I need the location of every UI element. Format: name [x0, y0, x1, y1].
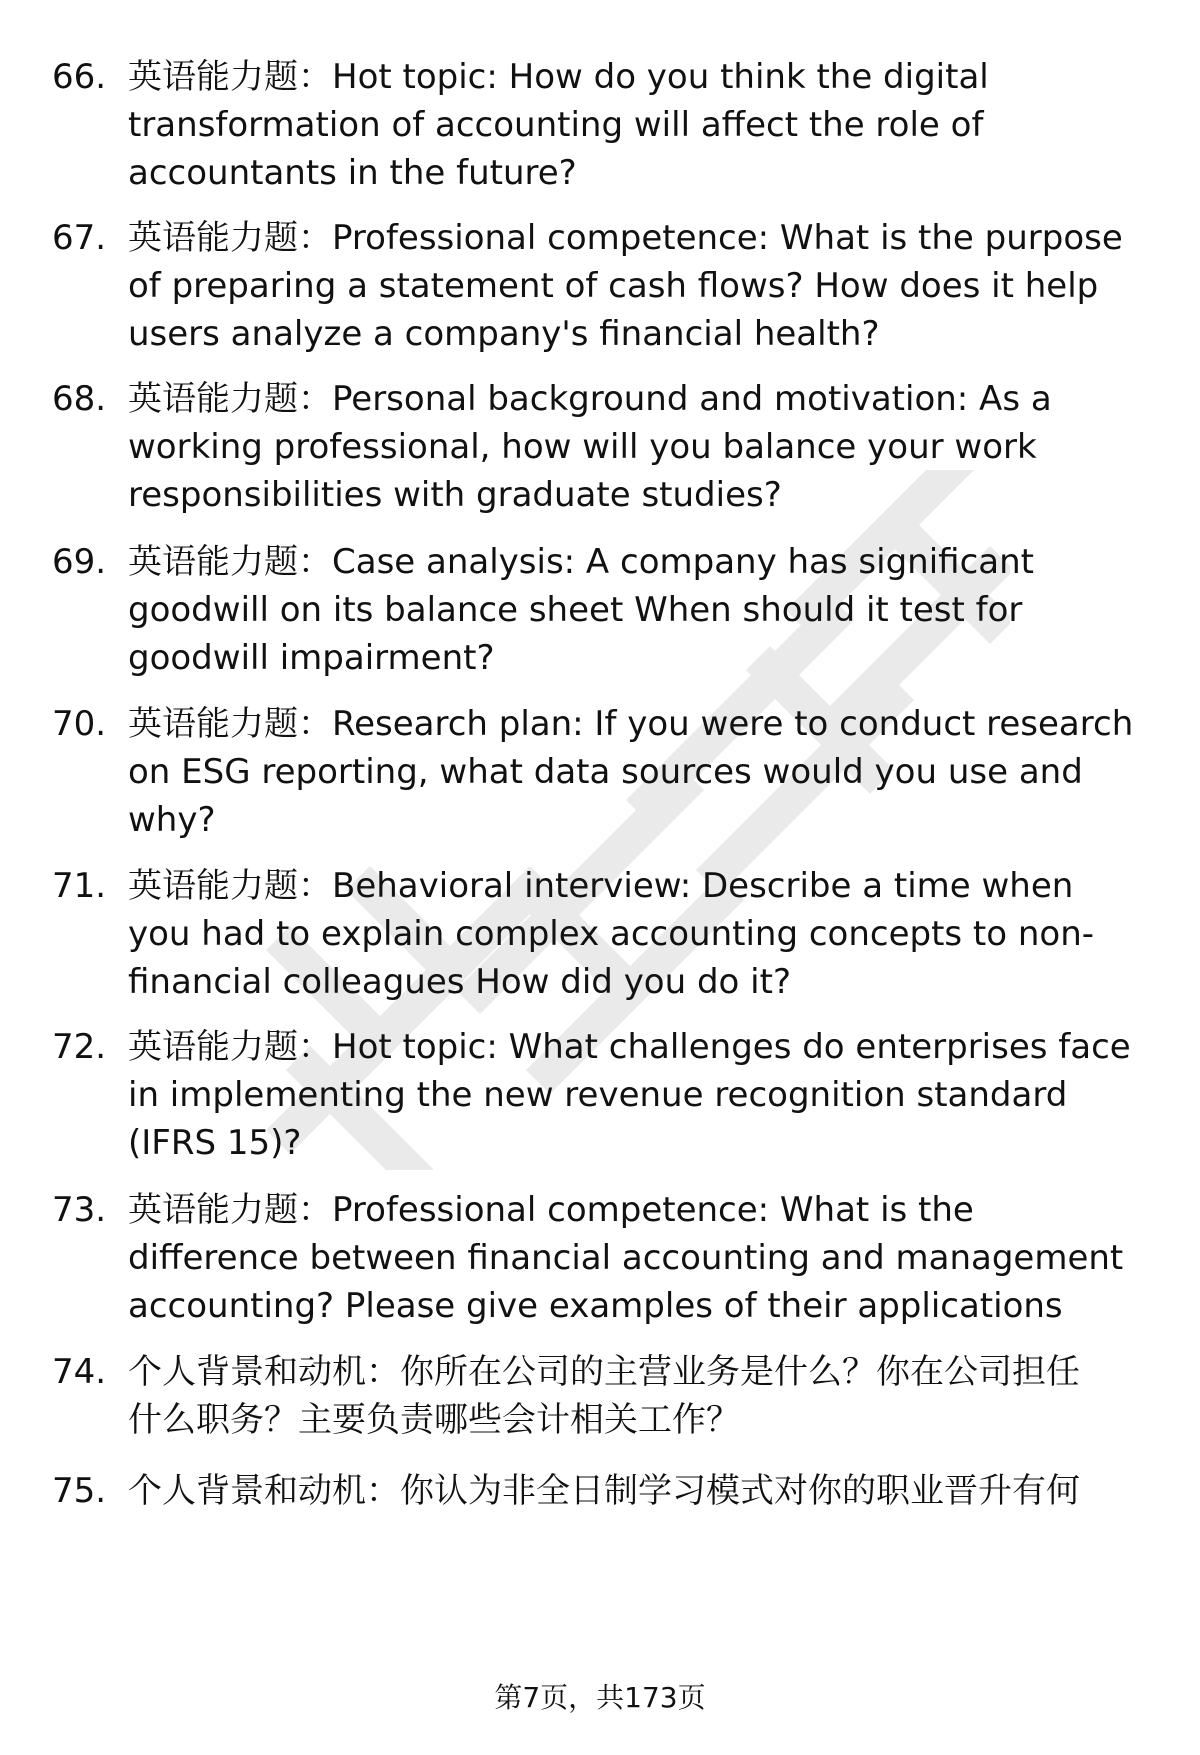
question-line: goodwill on its balance sheet When should it test for	[128, 590, 1023, 630]
question-line: 个人背景和动机：你认为非全日制学习模式对你的职业晋升有何	[128, 1471, 1080, 1511]
question-line: users analyze a company's financial health?	[128, 314, 880, 354]
page-footer: 第7页，共173页	[494, 1681, 706, 1714]
question-number: 72.	[52, 1027, 107, 1067]
question-text	[128, 53, 1158, 197]
question-line: 英语能力题：Hot topic: What challenges do enterprises face	[128, 1027, 1131, 1067]
question-line: 英语能力题：Hot topic: How do you think the digital	[128, 57, 989, 97]
question-number: 75.	[52, 1471, 107, 1511]
question-line: difference between financial accounting and management	[128, 1238, 1124, 1278]
question-number: 69.	[52, 542, 107, 582]
question-line: in implementing the new revenue recognition standard	[128, 1075, 1068, 1115]
question-text	[128, 214, 1158, 358]
question-number: 67.	[52, 218, 107, 258]
question-line: 英语能力题：Behavioral interview: Describe a time when	[128, 866, 1074, 906]
question-text	[128, 538, 1158, 682]
question-line: working professional, how will you balance your work	[128, 427, 1037, 467]
question-line: accounting? Please give examples of their applications	[128, 1286, 1063, 1326]
question-line: goodwill impairment?	[128, 638, 495, 678]
question-line: 英语能力题：Research plan: If you were to conduct research	[128, 704, 1134, 744]
question-line: you had to explain complex accounting concepts to non-	[128, 914, 1095, 954]
question-line: 英语能力题：Professional competence: What is the	[128, 1190, 974, 1230]
question-line: 英语能力题：Personal background and motivation: As a	[128, 379, 1052, 419]
question-number: 68.	[52, 379, 107, 419]
question-line: 个人背景和动机：你所在公司的主营业务是什么？你在公司担任	[128, 1352, 1080, 1392]
question-line: 什么职务？主要负责哪些会计相关工作？	[128, 1400, 740, 1440]
question-text	[128, 862, 1158, 1006]
question-number: 73.	[52, 1190, 107, 1230]
question-text	[128, 1186, 1158, 1330]
question-number: 71.	[52, 866, 107, 906]
question-number: 70.	[52, 704, 107, 744]
question-line: 英语能力题：Professional competence: What is the purpose	[128, 218, 1123, 258]
question-line: of preparing a statement of cash flows? How does it help	[128, 266, 1099, 306]
question-number: 66.	[52, 57, 107, 97]
question-line: transformation of accounting will affect the role of	[128, 105, 984, 145]
question-text	[128, 375, 1158, 519]
question-line: accountants in the future?	[128, 153, 577, 193]
question-number: 74.	[52, 1352, 107, 1392]
question-line: (IFRS 15)?	[128, 1123, 302, 1163]
question-line: why?	[128, 800, 216, 840]
question-text	[128, 1348, 1158, 1444]
question-text	[128, 700, 1158, 844]
question-line: on ESG reporting, what data sources would you use and	[128, 752, 1083, 792]
question-text	[128, 1023, 1158, 1167]
question-line: financial colleagues How did you do it?	[128, 962, 791, 1002]
question-text	[128, 1467, 1158, 1515]
question-line: responsibilities with graduate studies?	[128, 475, 782, 515]
question-line: 英语能力题：Case analysis: A company has significant	[128, 542, 1034, 582]
